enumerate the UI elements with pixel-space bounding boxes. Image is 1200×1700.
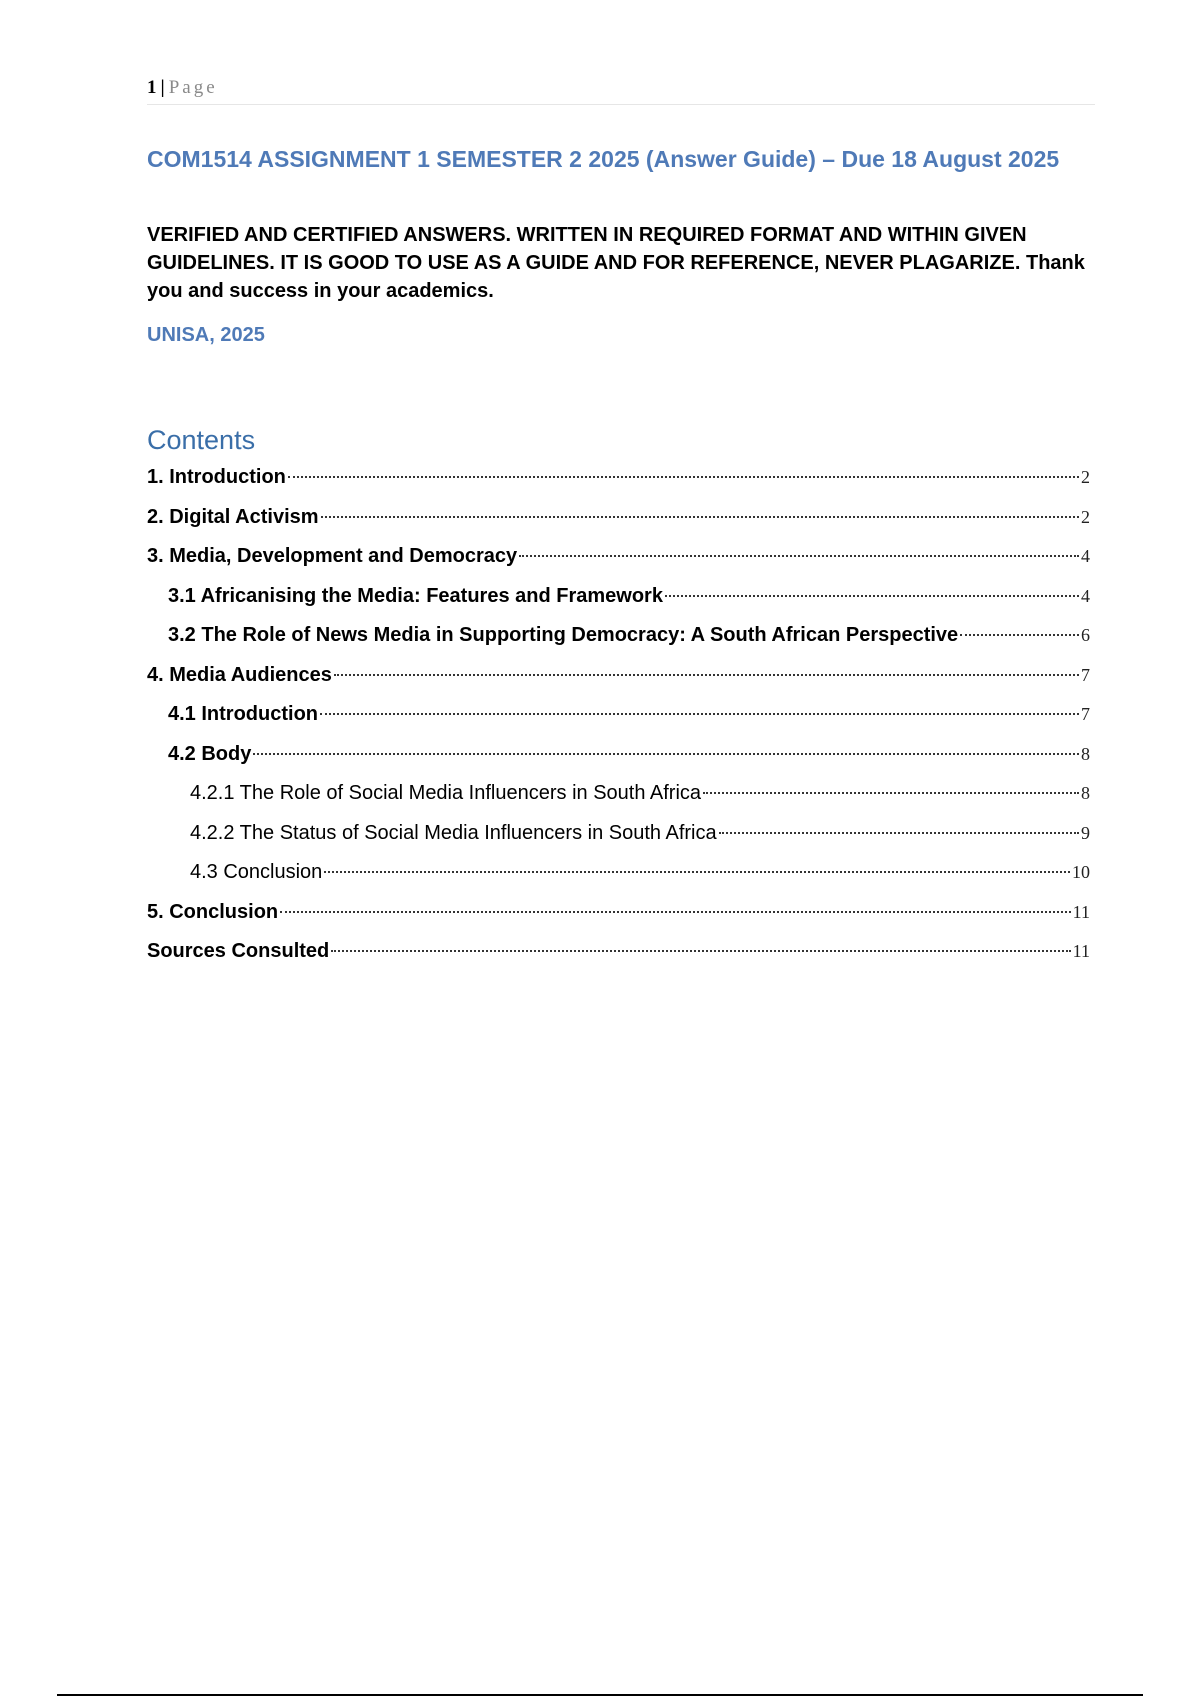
toc-entry-label: 3. Media, Development and Democracy — [147, 545, 518, 567]
toc-dot-leader — [719, 832, 1079, 834]
page-word: Page — [168, 77, 218, 98]
toc-entry[interactable] — [147, 659, 1090, 699]
toc-entry-label: Sources Consulted — [147, 940, 330, 962]
toc-dot-leader — [280, 911, 1071, 913]
toc-dot-leader — [334, 674, 1079, 676]
toc-entry-label: 5. Conclusion — [147, 900, 279, 923]
toc-entry-page: 2 — [1081, 506, 1090, 527]
toc-entry-page: 7 — [1081, 664, 1090, 685]
page-header — [147, 76, 1095, 105]
toc-dot-leader — [703, 792, 1079, 794]
toc-entry-page: 11 — [1072, 901, 1090, 922]
toc-entry-page: 10 — [1072, 862, 1090, 882]
toc-entry-label: 4.2 Body — [168, 742, 252, 765]
toc-entry[interactable] — [147, 580, 1090, 620]
toc-entry-page: 2 — [1081, 467, 1090, 487]
toc-dot-leader — [321, 516, 1079, 518]
toc-entry-label: 4.2.1 The Role of Social Media Influencers in South Africa — [190, 782, 702, 804]
toc-entry-label: 3.2 The Role of News Media in Supporting Democracy: A South African Perspective — [168, 624, 959, 646]
document-notice: VERIFIED AND CERTIFIED ANSWERS. WRITTEN IN REQUIRED FORMAT AND WITHIN GIVEN GUIDELINES. IT IS GOOD TO USE AS A GUIDE AND FOR REFERENCE, NEVER PLAGARIZE. Thank you and success in your academics. — [147, 224, 1085, 302]
toc-entry-label: 4.2.2 The Status of Social Media Influencers in South Africa — [190, 821, 717, 844]
toc-dot-leader — [331, 950, 1070, 952]
header-separator: | — [160, 77, 165, 98]
toc-entry[interactable] — [147, 896, 1090, 936]
toc-entry[interactable] — [147, 619, 1090, 659]
toc-entry[interactable] — [147, 501, 1090, 541]
toc-entry-page: 6 — [1081, 625, 1090, 645]
toc-entry-page: 7 — [1081, 704, 1090, 724]
toc-dot-leader — [320, 713, 1079, 715]
toc-entry-label: 4.1 Introduction — [168, 703, 318, 725]
toc-entry-label: 2. Digital Activism — [147, 505, 319, 528]
page-number: 1 — [147, 77, 157, 98]
toc-dot-leader — [324, 871, 1070, 873]
toc-entry[interactable] — [147, 935, 1090, 975]
organization-line: UNISA, 2025 — [147, 324, 265, 346]
toc-entry[interactable] — [147, 777, 1090, 817]
table-of-contents — [147, 461, 1090, 975]
toc-entry[interactable] — [147, 856, 1090, 896]
toc-entry-label: 4. Media Audiences — [147, 663, 332, 686]
toc-entry-page: 4 — [1081, 546, 1090, 566]
toc-entry-label: 4.3 Conclusion — [190, 861, 323, 883]
toc-dot-leader — [253, 753, 1079, 755]
toc-entry[interactable] — [147, 698, 1090, 738]
toc-entry-label: 1. Introduction — [147, 466, 286, 488]
footer-rule — [57, 1694, 1143, 1696]
toc-dot-leader — [519, 555, 1079, 557]
toc-entry-page: 8 — [1081, 743, 1090, 764]
toc-entry[interactable] — [147, 540, 1090, 580]
document-title: COM1514 ASSIGNMENT 1 SEMESTER 2 2025 (Answer Guide) – Due 18 August 2025 — [147, 146, 1060, 172]
toc-entry[interactable] — [147, 461, 1090, 501]
toc-entry-page: 8 — [1081, 783, 1090, 803]
toc-entry-label: 3.1 Africanising the Media: Features and Framework — [168, 584, 663, 607]
toc-dot-leader — [665, 595, 1079, 597]
contents-heading: Contents — [147, 425, 256, 455]
toc-entry-page: 4 — [1081, 585, 1090, 606]
toc-dot-leader — [960, 634, 1079, 636]
toc-entry[interactable] — [147, 817, 1090, 857]
toc-entry-page: 9 — [1081, 822, 1090, 843]
toc-entry[interactable] — [147, 738, 1090, 778]
toc-dot-leader — [288, 476, 1079, 478]
toc-entry-page: 11 — [1072, 941, 1090, 961]
